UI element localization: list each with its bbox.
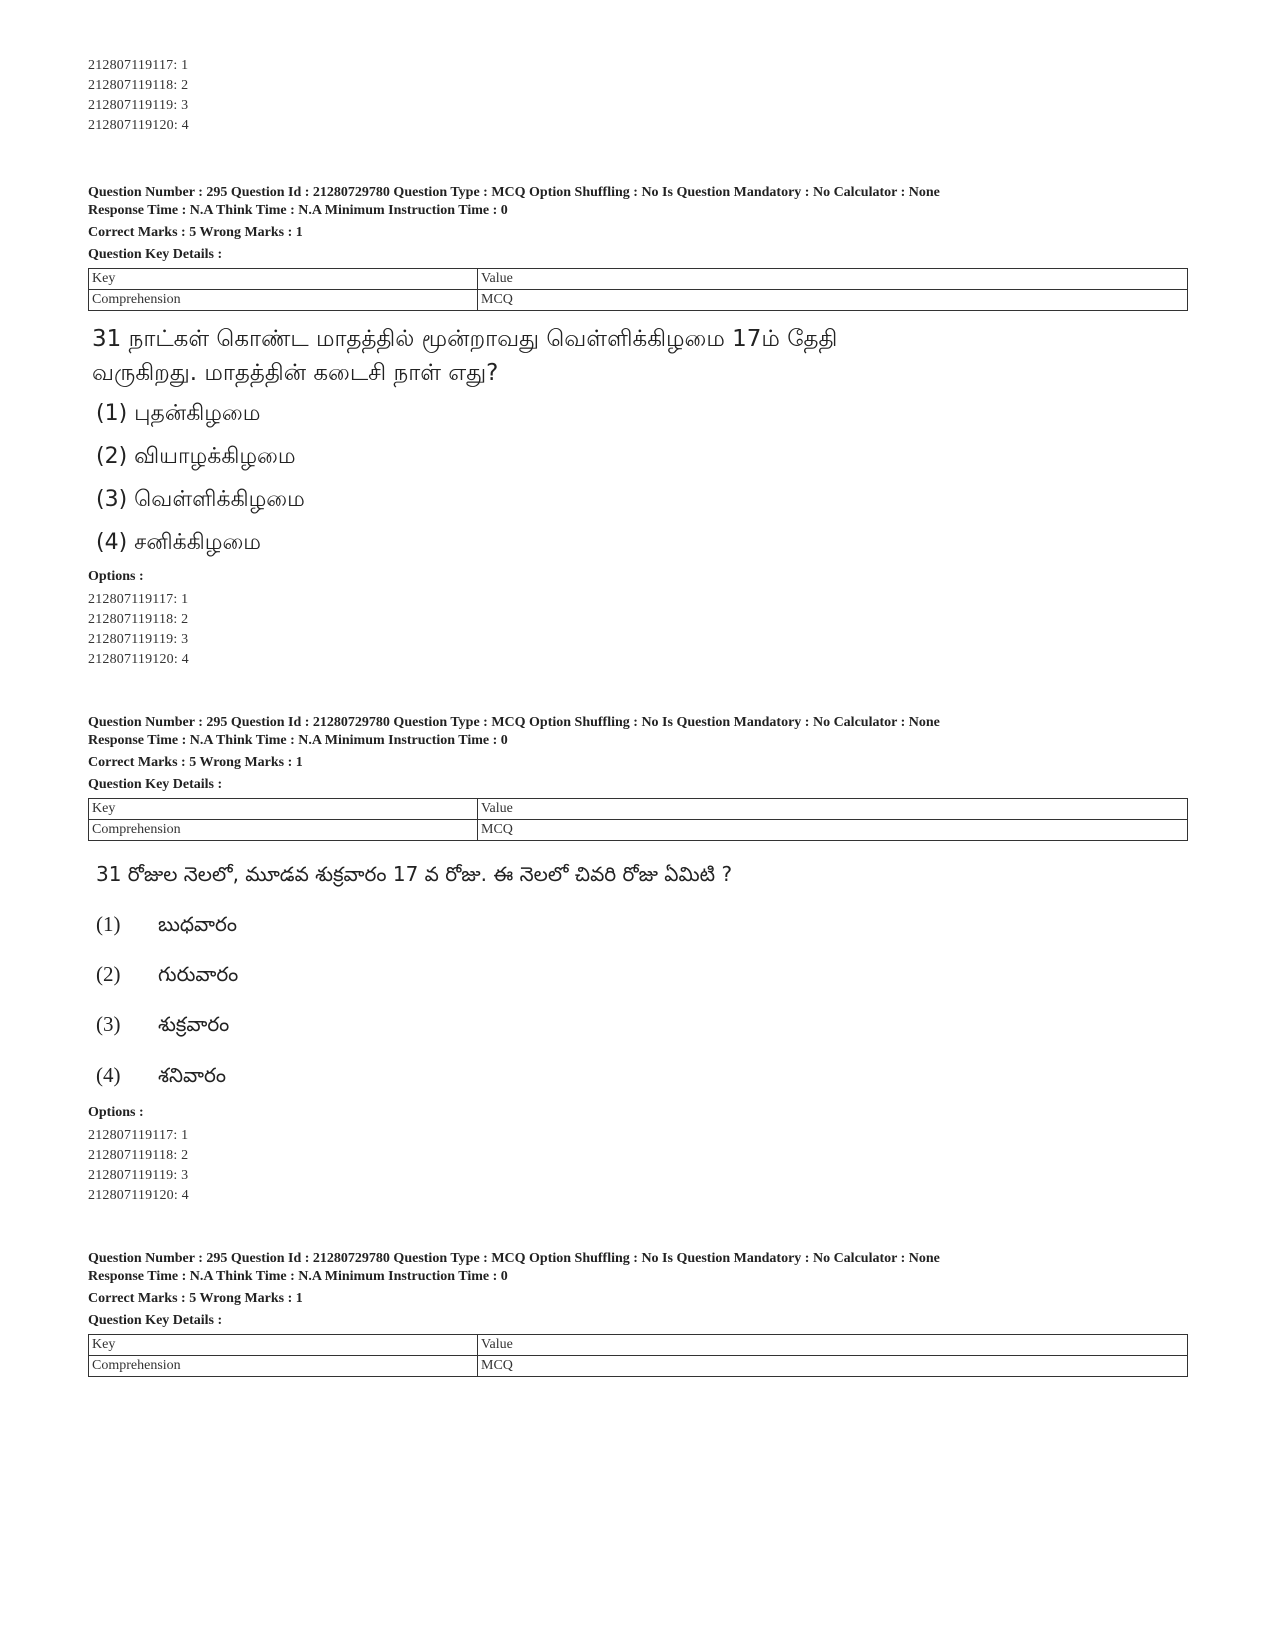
answer-choice: (1) புதன்கிழமை (96, 401, 261, 426)
answer-choice-number: (2) (96, 962, 121, 986)
table-row (89, 1356, 1188, 1377)
question-text: 31 రోజుల నెలలో, మూడవ శుక్రవారం 17 వ రోజు. ఈ నెలలో చివరి రోజు ఏమిటి ? (96, 862, 733, 886)
question-meta-line2: Response Time : N.A Think Time : N.A Minimum Instruction Time : 0 (88, 203, 508, 218)
table-header-value: Value (478, 269, 1188, 290)
answer-choice (96, 1012, 229, 1041)
table-row (89, 290, 1188, 311)
table-header-value: Value (478, 799, 1188, 820)
key-details-table (88, 1334, 1188, 1377)
question-meta (88, 1250, 1188, 1286)
option-id: 212807119118: 2 (88, 78, 189, 93)
option-id-list (88, 1126, 1188, 1206)
answer-choice (96, 962, 238, 991)
answer-choice: (4) சனிக்கிழமை (96, 530, 261, 555)
option-id: 212807119119: 3 (88, 632, 189, 647)
table-cell-key: Comprehension (89, 290, 478, 311)
option-id: 212807119117: 1 (88, 592, 189, 607)
table-cell-value: MCQ (478, 1356, 1188, 1377)
option-id: 212807119118: 2 (88, 612, 189, 627)
key-details-label: Question Key Details : (88, 247, 223, 262)
question-meta (88, 184, 1188, 220)
answer-choice: (2) வியாழக்கிழமை (96, 444, 296, 469)
question-text-line: 31 நாட்கள் கொண்ட மாதத்தில் மூன்றாவது வெள்ளிக்கிழமை 17ம் தேதி (92, 326, 838, 352)
question-meta-line2: Response Time : N.A Think Time : N.A Minimum Instruction Time : 0 (88, 733, 508, 748)
answer-choice-label: శనివారం (158, 1063, 226, 1087)
answer-choice-number: (3) (96, 1012, 121, 1036)
table-header-key: Key (89, 1335, 478, 1356)
key-details-table (88, 268, 1188, 311)
answer-choice (96, 912, 237, 941)
option-id: 212807119120: 4 (88, 118, 189, 133)
question-meta-line2: Response Time : N.A Think Time : N.A Minimum Instruction Time : 0 (88, 1269, 508, 1284)
answer-choice-number: (1) (96, 912, 121, 936)
answer-choice: (3) வெள்ளிக்கிழமை (96, 487, 305, 512)
key-details-label: Question Key Details : (88, 777, 223, 792)
table-header-key: Key (89, 799, 478, 820)
key-details-table (88, 798, 1188, 841)
top-option-list (88, 56, 1188, 136)
table-header-row (89, 799, 1188, 820)
question-marks: Correct Marks : 5 Wrong Marks : 1 (88, 1291, 303, 1306)
table-cell-key: Comprehension (89, 1356, 478, 1377)
table-cell-value: MCQ (478, 290, 1188, 311)
option-id: 212807119120: 4 (88, 652, 189, 667)
option-id: 212807119120: 4 (88, 1188, 189, 1203)
answer-choice-label: బుధవారం (158, 912, 237, 936)
option-id: 212807119117: 1 (88, 1128, 189, 1143)
answer-choice-label: శుక్రవారం (158, 1012, 230, 1036)
question-marks: Correct Marks : 5 Wrong Marks : 1 (88, 225, 303, 240)
option-id: 212807119119: 3 (88, 1168, 189, 1183)
option-id: 212807119119: 3 (88, 98, 189, 113)
options-label: Options : (88, 1105, 144, 1120)
question-meta (88, 714, 1188, 750)
table-cell-key: Comprehension (89, 820, 478, 841)
option-id: 212807119118: 2 (88, 1148, 189, 1163)
question-text (92, 322, 1192, 390)
question-meta-line1: Question Number : 295 Question Id : 21280729780 Question Type : MCQ Option Shuffling : No Is Question Mandatory : No Calculator : None (88, 1251, 940, 1266)
table-header-value: Value (478, 1335, 1188, 1356)
answer-choice-number: (4) (96, 1063, 121, 1087)
answer-choice-label: గురువారం (158, 962, 239, 986)
table-header-key: Key (89, 269, 478, 290)
question-text-line: வருகிறது. மாதத்தின் கடைசி நாள் எது? (92, 360, 499, 386)
table-cell-value: MCQ (478, 820, 1188, 841)
options-label: Options : (88, 569, 144, 584)
answer-choice (96, 1063, 226, 1092)
option-id-list (88, 590, 1188, 670)
table-header-row (89, 269, 1188, 290)
question-meta-line1: Question Number : 295 Question Id : 21280729780 Question Type : MCQ Option Shuffling : No Is Question Mandatory : No Calculator : None (88, 715, 940, 730)
question-marks: Correct Marks : 5 Wrong Marks : 1 (88, 755, 303, 770)
table-row (89, 820, 1188, 841)
option-id: 212807119117: 1 (88, 58, 189, 73)
question-meta-line1: Question Number : 295 Question Id : 21280729780 Question Type : MCQ Option Shuffling : No Is Question Mandatory : No Calculator : None (88, 185, 940, 200)
table-header-row (89, 1335, 1188, 1356)
key-details-label: Question Key Details : (88, 1313, 223, 1328)
